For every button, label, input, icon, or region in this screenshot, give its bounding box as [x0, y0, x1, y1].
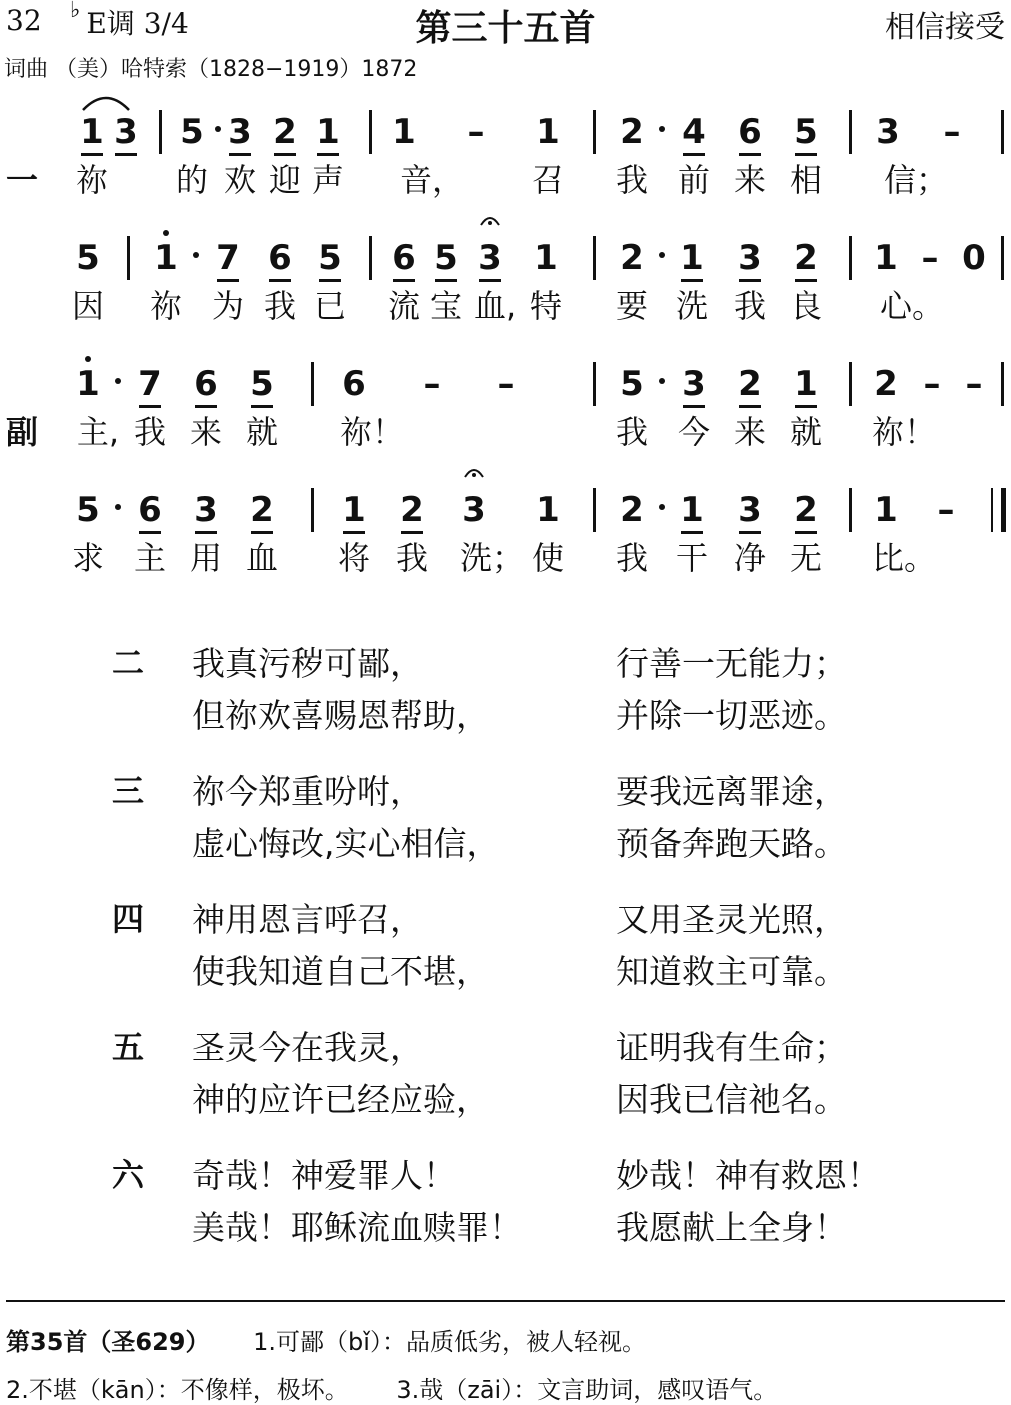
- note: 7: [133, 364, 167, 404]
- note: 5: [245, 364, 279, 404]
- lyric-char: 血,: [474, 287, 517, 325]
- note: 6: [263, 238, 297, 278]
- lyric-char: 我: [733, 287, 766, 325]
- note: 2: [620, 490, 644, 530]
- lyric-char: 召: [531, 161, 564, 199]
- note: 1: [311, 112, 345, 152]
- dash: –: [923, 364, 941, 404]
- hymn-credits: 词曲 （美）哈特索（1828−1919）1872: [4, 57, 418, 82]
- lyric-line-4: [0, 536, 1011, 586]
- note: [473, 238, 507, 278]
- note: 3: [189, 490, 223, 530]
- lyric-char: 宝: [429, 287, 462, 325]
- note: 6: [387, 238, 421, 278]
- verse-line: 并除一切恶迹。: [616, 696, 847, 735]
- lyric-char: 干: [675, 539, 708, 577]
- verse-line: 妙哉！神有救恩！: [616, 1156, 880, 1195]
- lyric-char: 我: [395, 539, 428, 577]
- verse-line: 预备奔跑天路。: [616, 824, 847, 863]
- note: 3: [733, 238, 767, 278]
- note: 5: [620, 364, 644, 404]
- note: 2: [789, 490, 823, 530]
- augmentation-dot: [193, 252, 199, 258]
- verse-line: 祢今郑重吩咐，: [192, 772, 423, 811]
- footnote-3: 3.哉（zāi）：文言助词，感叹语气。: [396, 1376, 778, 1404]
- lyric-char: 我: [615, 413, 648, 451]
- fermata-icon: [463, 466, 485, 478]
- score-line-2: [0, 232, 1011, 292]
- augmentation-dot: [115, 378, 121, 384]
- verse-number: 二: [112, 644, 145, 682]
- note: 6: [133, 490, 167, 530]
- dash: –: [423, 364, 441, 404]
- verse-line: 奇哉！神爱罪人！: [192, 1156, 456, 1195]
- lyric-char: 我: [133, 413, 166, 451]
- augmentation-dot: [215, 126, 221, 132]
- lyric-char: 使: [531, 539, 564, 577]
- note: 5: [313, 238, 347, 278]
- note: [457, 490, 491, 530]
- rest: 0: [962, 238, 986, 278]
- dash: –: [497, 364, 515, 404]
- lyric-char: 洗: [675, 287, 708, 325]
- dash: –: [943, 112, 961, 152]
- note: 3: [109, 112, 143, 152]
- barline: [311, 488, 314, 532]
- verse-line: 行善一无能力；: [616, 644, 847, 683]
- note: 7: [211, 238, 245, 278]
- lyric-char: 今: [677, 413, 710, 451]
- lyric-line-3: [0, 410, 1011, 460]
- note: 3: [223, 112, 257, 152]
- barline: [1001, 110, 1004, 154]
- augmentation-dot: [659, 126, 665, 132]
- lyric-line-2: [0, 284, 1011, 334]
- verse-number: 三: [112, 772, 145, 810]
- lyric-line-1: [0, 158, 1011, 208]
- lyric-char: 来: [189, 413, 222, 451]
- note: 1: [874, 238, 898, 278]
- dash: –: [467, 112, 485, 152]
- lyric-char: 我: [263, 287, 296, 325]
- lyric-char: 求: [71, 539, 104, 577]
- lyric-char: 我: [615, 161, 648, 199]
- note: 5: [76, 490, 100, 530]
- lyric-char: 信；: [884, 161, 949, 199]
- lyric-char: 来: [733, 413, 766, 451]
- verse-line: 虚心悔改,实心相信，: [192, 824, 500, 863]
- lyric-char: 特: [529, 287, 562, 325]
- note: 2: [395, 490, 429, 530]
- note: 2: [620, 238, 644, 278]
- verse-line: 因我已信祂名。: [616, 1080, 847, 1119]
- barline: [127, 236, 130, 280]
- note: 2: [268, 112, 302, 152]
- barline: [593, 236, 596, 280]
- note: 1: [874, 490, 898, 530]
- lyric-char: 祢: [75, 161, 108, 199]
- footnote-line-2: [6, 1370, 777, 1405]
- dash: –: [965, 364, 983, 404]
- chorus-label: 副: [6, 413, 39, 451]
- note: 4: [677, 112, 711, 152]
- verse-line: 神用恩言呼召，: [192, 900, 423, 939]
- lyric-char: 主,: [76, 413, 120, 451]
- high-octave-dot: [85, 356, 91, 362]
- note-value: 1: [154, 238, 178, 278]
- page-number: 32: [6, 4, 42, 37]
- lyric-char: 流: [387, 287, 420, 325]
- barline: [593, 110, 596, 154]
- footnote-2: 2.不堪（kān）：不像样，极坏。: [6, 1376, 349, 1404]
- note: 1: [536, 490, 560, 530]
- note: 5: [429, 238, 463, 278]
- verse-number: 五: [112, 1028, 145, 1066]
- note: 6: [342, 364, 366, 404]
- lyric-char: 血: [245, 539, 278, 577]
- lyric-char: 要: [615, 287, 648, 325]
- note: 2: [245, 490, 279, 530]
- score-line-3: [0, 358, 1011, 418]
- verse-line: 使我知道自己不堪，: [192, 952, 489, 991]
- verse-line: 要我远离罪途，: [616, 772, 847, 811]
- note: 1: [534, 238, 558, 278]
- note: [71, 364, 105, 404]
- note-value: 1: [76, 364, 100, 404]
- verse-line: 又用圣灵光照，: [616, 900, 847, 939]
- note: 1: [675, 238, 709, 278]
- barline: [369, 110, 372, 154]
- lyric-char: 洗；: [460, 539, 525, 577]
- lyric-char: 祢: [149, 287, 182, 325]
- lyric-char: 心。: [880, 287, 945, 325]
- note: 2: [789, 238, 823, 278]
- lyric-char: 主: [133, 539, 166, 577]
- score-line-4: [0, 484, 1011, 544]
- note: [149, 238, 183, 278]
- verse-line: 但祢欢喜赐恩帮助，: [192, 696, 489, 735]
- note: 2: [733, 364, 767, 404]
- verse-line: 知道救主可靠。: [616, 952, 847, 991]
- note-value: 3: [462, 490, 486, 530]
- barline: [849, 488, 852, 532]
- note: 1: [75, 112, 109, 152]
- score-line-1: [0, 106, 1011, 166]
- final-barline-thin: [991, 488, 993, 532]
- footnote-line-1: [6, 1322, 646, 1357]
- flat-sign: ♭: [70, 0, 81, 23]
- note: 2: [620, 112, 644, 152]
- lyric-char: 欢: [223, 161, 256, 199]
- lyric-char: 净: [733, 539, 766, 577]
- footnote-divider: [6, 1300, 1005, 1302]
- lyric-char: 来: [733, 161, 766, 199]
- lyric-char: 因: [71, 287, 104, 325]
- note: 1: [536, 112, 560, 152]
- lyric-char: 无: [789, 539, 822, 577]
- lyric-char: 迎: [268, 161, 301, 199]
- note: 1: [789, 364, 823, 404]
- verse-line: 神的应许已经应验，: [192, 1080, 489, 1119]
- final-barline-thick: [1001, 488, 1006, 532]
- key-text: E调 3/4: [86, 7, 189, 40]
- augmentation-dot: [115, 504, 121, 510]
- lyric-char: 相: [789, 161, 822, 199]
- verse-line: 圣灵今在我灵，: [192, 1028, 423, 1067]
- verse-line: 证明我有生命；: [616, 1028, 847, 1067]
- barline: [311, 362, 314, 406]
- note: 2: [874, 364, 898, 404]
- lyric-char: 用: [189, 539, 222, 577]
- note: 5: [76, 238, 100, 278]
- barline: [593, 362, 596, 406]
- verse-line: 我真污秽可鄙，: [192, 644, 423, 683]
- footnote-heading: 第35首（圣629）: [6, 1328, 210, 1356]
- barline: [593, 488, 596, 532]
- slur: [80, 92, 132, 114]
- barline: [1001, 236, 1004, 280]
- lyric-char: 祢！: [340, 413, 405, 451]
- hymn-category: 相信接受: [885, 10, 1005, 45]
- lyric-char: 声: [311, 161, 344, 199]
- barline: [159, 110, 162, 154]
- note: 6: [733, 112, 767, 152]
- augmentation-dot: [659, 504, 665, 510]
- note: 5: [789, 112, 823, 152]
- high-octave-dot: [163, 230, 169, 236]
- barline: [849, 236, 852, 280]
- note: 3: [876, 112, 900, 152]
- verse-number: 四: [112, 900, 145, 938]
- verse-line: 美哉！耶稣流血赎罪！: [192, 1208, 522, 1247]
- verse-label: 一: [6, 161, 39, 199]
- note: 1: [675, 490, 709, 530]
- verse-line: 我愿献上全身！: [616, 1208, 847, 1247]
- lyric-char: 前: [677, 161, 710, 199]
- lyric-char: 良: [789, 287, 822, 325]
- lyric-char: 就: [245, 413, 278, 451]
- lyric-char: 音，: [400, 161, 465, 199]
- fermata-icon: [479, 214, 501, 226]
- note: 1: [337, 490, 371, 530]
- barline: [369, 236, 372, 280]
- note: 1: [392, 112, 416, 152]
- lyric-char: 就: [789, 413, 822, 451]
- barline: [1001, 362, 1004, 406]
- hymn-title: 第三十五首: [415, 8, 596, 49]
- dash: –: [921, 238, 939, 278]
- lyric-char: 比。: [872, 539, 937, 577]
- note-value: 3: [478, 238, 502, 278]
- note: 6: [189, 364, 223, 404]
- note: 5: [180, 112, 204, 152]
- note: 3: [733, 490, 767, 530]
- augmentation-dot: [659, 378, 665, 384]
- verse-number: 六: [112, 1156, 145, 1194]
- lyric-char: 的: [175, 161, 208, 199]
- lyric-char: 为: [211, 287, 244, 325]
- barline: [849, 362, 852, 406]
- note: 3: [677, 364, 711, 404]
- lyric-char: 我: [615, 539, 648, 577]
- barline: [849, 110, 852, 154]
- lyric-char: 祢！: [872, 413, 937, 451]
- dash: –: [937, 490, 955, 530]
- lyric-char: 已: [313, 287, 346, 325]
- lyric-char: 将: [337, 539, 370, 577]
- augmentation-dot: [659, 252, 665, 258]
- footnote-1: 1.可鄙（bǐ）：品质低劣，被人轻视。: [253, 1328, 646, 1356]
